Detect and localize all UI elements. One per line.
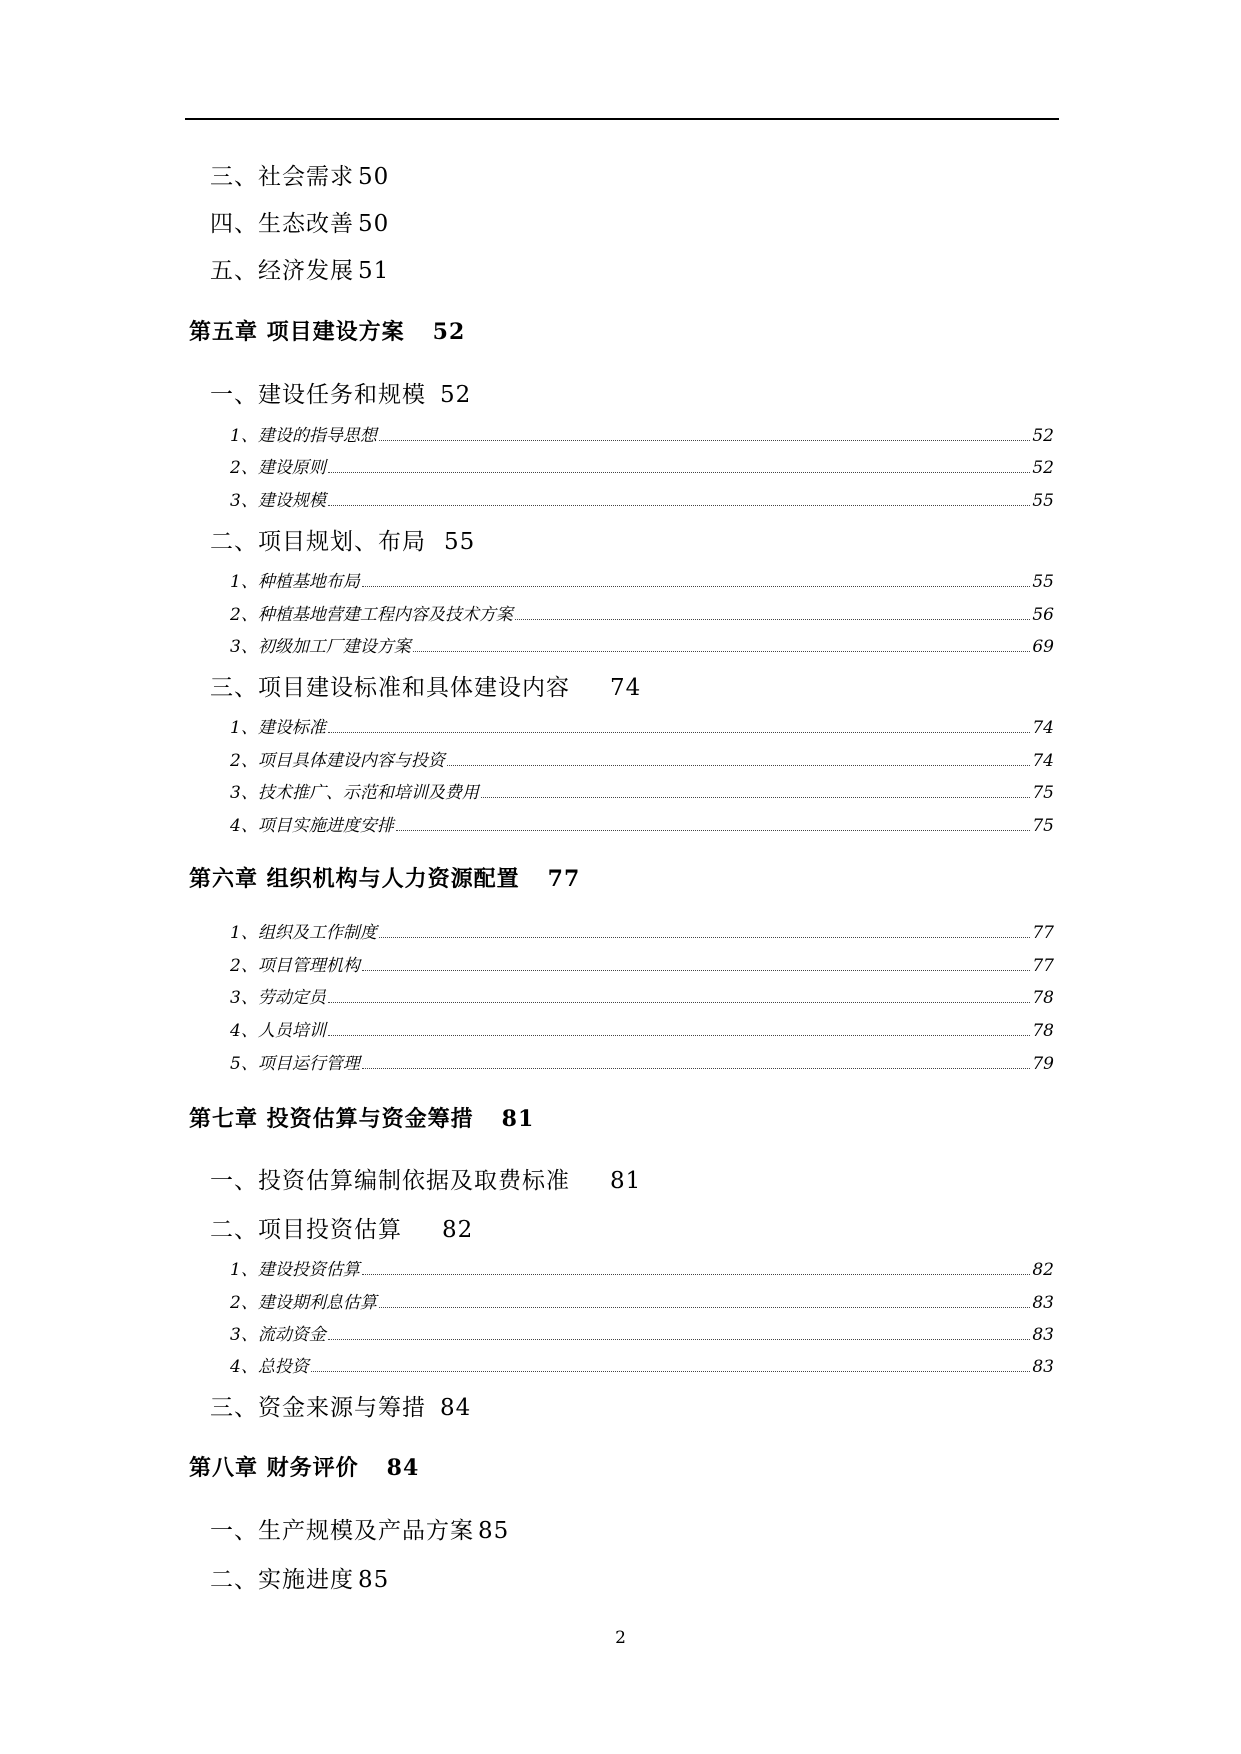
leader-dots — [413, 651, 1031, 652]
toc-chapter-page: 84 — [386, 1455, 420, 1481]
toc-subentry-page: 52 — [1032, 458, 1054, 478]
toc-subentry-page: 82 — [1032, 1260, 1054, 1280]
toc-subentry-label: 1、建设标准 — [230, 718, 326, 738]
toc-subentry[interactable] — [230, 985, 1054, 1011]
toc-chapter[interactable] — [189, 315, 1241, 349]
toc-subentry-label: 3、初级加工厂建设方案 — [230, 637, 411, 657]
toc-entry[interactable] — [210, 1391, 1241, 1425]
leader-dots — [362, 1274, 1031, 1275]
leader-dots — [362, 1068, 1031, 1069]
toc-subentry-page: 78 — [1032, 1021, 1054, 1041]
toc-entry[interactable] — [210, 525, 1241, 559]
toc-subentry[interactable] — [230, 780, 1054, 806]
toc-entry-label: 二、实施进度 — [210, 1567, 354, 1593]
toc-chapter[interactable] — [189, 1451, 1241, 1485]
toc-entry-label: 一、生产规模及产品方案 — [210, 1518, 474, 1544]
toc-entry-label: 三、项目建设标准和具体建设内容 — [210, 675, 570, 701]
toc-entry[interactable] — [210, 254, 1241, 288]
toc-chapter[interactable] — [189, 1102, 1241, 1136]
toc-subentry[interactable] — [230, 1257, 1054, 1283]
leader-dots — [362, 586, 1031, 587]
toc-subentry-label: 2、项目具体建设内容与投资 — [230, 751, 445, 771]
toc-entry-page: 84 — [440, 1395, 472, 1421]
toc-chapter-page: 81 — [501, 1106, 535, 1132]
toc-entry-label: 一、建设任务和规模 — [210, 382, 426, 408]
toc-subentry-label: 1、建设的指导思想 — [230, 426, 377, 446]
toc-entry-page: 50 — [358, 164, 390, 190]
leader-dots — [481, 797, 1031, 798]
leader-dots — [328, 1339, 1031, 1340]
toc-subentry-page: 78 — [1032, 988, 1054, 1008]
toc-subentry-label: 2、建设期利息估算 — [230, 1293, 377, 1313]
toc-subentry-label: 4、人员培训 — [230, 1021, 326, 1041]
leader-dots — [447, 765, 1031, 766]
toc-entry-page: 52 — [440, 382, 472, 408]
toc-entry[interactable] — [210, 378, 1241, 412]
toc-entry[interactable] — [210, 1563, 1241, 1597]
toc-entry[interactable] — [210, 207, 1241, 241]
toc-chapter-page: 77 — [547, 866, 581, 892]
toc-subentry-label: 1、种植基地布局 — [230, 572, 360, 592]
toc-subentry-label: 3、流动资金 — [230, 1325, 326, 1345]
toc-entry-page: 85 — [478, 1518, 510, 1544]
toc-subentry[interactable] — [230, 455, 1054, 481]
leader-dots — [328, 505, 1031, 506]
toc-subentry-page: 83 — [1032, 1293, 1054, 1313]
toc-subentry-label: 1、组织及工作制度 — [230, 923, 377, 943]
leader-dots — [328, 732, 1031, 733]
toc-entry-label: 三、资金来源与筹措 — [210, 1395, 426, 1421]
toc-chapter-label: 第八章 财务评价 — [189, 1455, 359, 1481]
toc-entry-label: 二、项目投资估算 — [210, 1217, 402, 1243]
toc-subentry-page: 83 — [1032, 1325, 1054, 1345]
leader-dots — [379, 440, 1031, 441]
toc-entry-page: 81 — [610, 1168, 642, 1194]
toc-subentry-label: 4、项目实施进度安排 — [230, 816, 394, 836]
toc-subentry-page: 69 — [1032, 637, 1054, 657]
toc-chapter[interactable] — [189, 862, 1241, 896]
toc-chapter-page: 52 — [432, 319, 466, 345]
toc-subentry[interactable] — [230, 423, 1054, 449]
toc-subentry-page: 79 — [1032, 1054, 1054, 1074]
toc-subentry-label: 1、建设投资估算 — [230, 1260, 360, 1280]
toc-entry[interactable] — [210, 1514, 1241, 1548]
toc-subentry[interactable] — [230, 748, 1054, 774]
toc-entry-page: 55 — [444, 529, 476, 555]
page-number: 2 — [615, 1628, 626, 1648]
toc-subentry-page: 55 — [1032, 572, 1054, 592]
toc-subentry-label: 2、种植基地营建工程内容及技术方案 — [230, 605, 513, 625]
toc-subentry[interactable] — [230, 920, 1054, 946]
leader-dots — [379, 937, 1031, 938]
toc-subentry-page: 75 — [1032, 816, 1054, 836]
toc-entry-label: 四、生态改善 — [210, 211, 354, 237]
toc-subentry[interactable] — [230, 1051, 1054, 1077]
toc-subentry-page: 56 — [1032, 605, 1054, 625]
toc-subentry-page: 74 — [1032, 751, 1054, 771]
toc-entry[interactable] — [210, 1164, 1241, 1198]
leader-dots — [328, 1002, 1031, 1003]
toc-subentry[interactable] — [230, 488, 1054, 514]
toc-chapter-label: 第六章 组织机构与人力资源配置 — [189, 866, 520, 892]
toc-entry-label: 二、项目规划、布局 — [210, 529, 426, 555]
leader-dots — [515, 619, 1031, 620]
toc-entry-page: 85 — [358, 1567, 390, 1593]
toc-subentry-page: 55 — [1032, 491, 1054, 511]
toc-entry[interactable] — [210, 671, 1241, 705]
toc-subentry[interactable] — [230, 953, 1054, 979]
toc-subentry-page: 52 — [1032, 426, 1054, 446]
leader-dots — [311, 1371, 1031, 1372]
toc-subentry-page: 83 — [1032, 1357, 1054, 1377]
toc-entry-label: 一、投资估算编制依据及取费标准 — [210, 1168, 570, 1194]
toc-subentry[interactable] — [230, 813, 1054, 839]
toc-entry[interactable] — [210, 160, 1241, 194]
leader-dots — [328, 1035, 1031, 1036]
toc-entry-label: 三、社会需求 — [210, 164, 354, 190]
toc-entry-page: 82 — [442, 1217, 474, 1243]
toc-subentry[interactable] — [230, 1354, 1054, 1380]
leader-dots — [362, 970, 1031, 971]
toc-subentry[interactable] — [230, 569, 1054, 595]
toc-subentry[interactable] — [230, 1018, 1054, 1044]
toc-chapter-label: 第七章 投资估算与资金筹措 — [189, 1106, 474, 1132]
toc-entry-page: 51 — [358, 258, 390, 284]
toc-subentry[interactable] — [230, 602, 1054, 628]
toc-subentry-page: 75 — [1032, 783, 1054, 803]
toc-subentry[interactable] — [230, 1290, 1054, 1316]
toc-subentry-page: 74 — [1032, 718, 1054, 738]
toc-entry[interactable] — [210, 1213, 1241, 1247]
toc-subentry-label: 3、建设规模 — [230, 491, 326, 511]
leader-dots — [379, 1307, 1031, 1308]
toc-subentry-label: 4、总投资 — [230, 1357, 309, 1377]
leader-dots — [396, 830, 1031, 831]
toc-subentry-label: 3、劳动定员 — [230, 988, 326, 1008]
toc-chapter-label: 第五章 项目建设方案 — [189, 319, 405, 345]
toc-subentry[interactable] — [230, 715, 1054, 741]
toc-subentry-label: 2、项目管理机构 — [230, 956, 360, 976]
toc-entry-page: 74 — [610, 675, 642, 701]
leader-dots — [328, 472, 1031, 473]
toc-subentry-page: 77 — [1032, 956, 1054, 976]
toc-subentry-label: 3、技术推广、示范和培训及费用 — [230, 783, 479, 803]
toc-subentry-page: 77 — [1032, 923, 1054, 943]
toc-subentry-label: 5、项目运行管理 — [230, 1054, 360, 1074]
toc-subentry-label: 2、建设原则 — [230, 458, 326, 478]
toc-entry-page: 50 — [358, 211, 390, 237]
toc-subentry[interactable] — [230, 1322, 1054, 1348]
toc-subentry[interactable] — [230, 634, 1054, 660]
toc-entry-label: 五、经济发展 — [210, 258, 354, 284]
